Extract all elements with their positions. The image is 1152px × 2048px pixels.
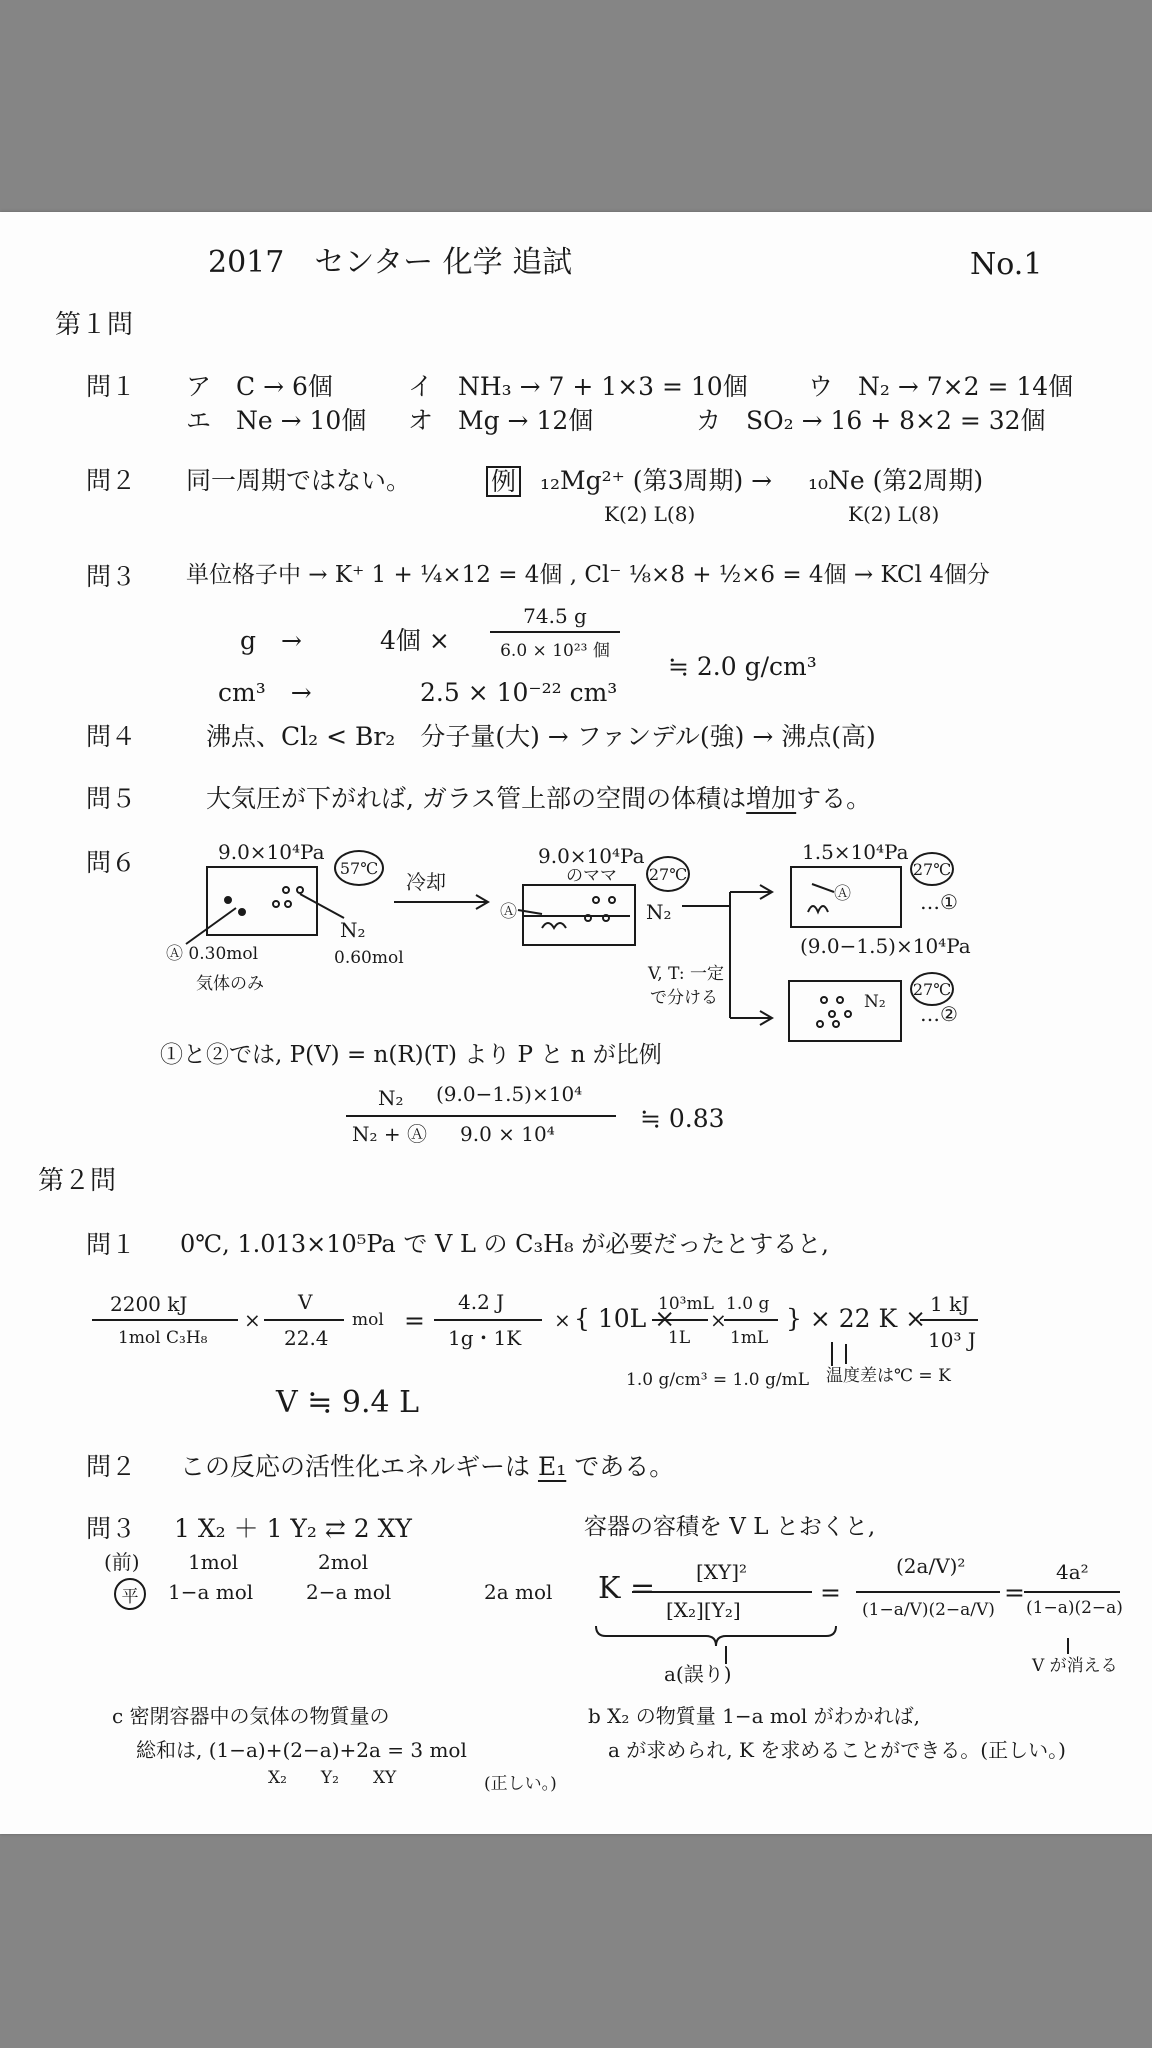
q2-p1-f3-top: 4.2 J <box>458 1290 505 1314</box>
q1-p5-text-a: 大気圧が下がれば, ガラス管上部の空間の体積は <box>206 784 747 813</box>
q1-p6-box4-pressure: (9.0−1.5)×10⁴Pa <box>800 934 971 958</box>
q1-p6-box1-n2-mol: 0.60mol <box>334 948 404 968</box>
q2-p3-k-f3-top: 4a² <box>1056 1560 1089 1584</box>
page-title: 2017 センター 化学 追試 <box>208 245 573 280</box>
q1-p5-text-b: する。 <box>796 784 872 813</box>
q2-p1-f3-bot: 1g・1K <box>448 1326 522 1350</box>
q2-p1-label: 問１ <box>86 1230 137 1259</box>
q1-p3-frac-bot: 6.0 × 10²³ 個 <box>500 641 610 661</box>
q1-p2-shell-mg: K(2) L(8) <box>604 502 696 526</box>
q2-p1-f2-unit: mol <box>352 1310 384 1330</box>
q1-p6-box4-n2: N₂ <box>864 992 886 1012</box>
q1-p3-label: 問３ <box>86 562 137 591</box>
q1-p3-num-left: g → <box>240 626 302 655</box>
q1-p2-shell-ne: K(2) L(8) <box>848 502 940 526</box>
q1-p6-box2-a: Ⓐ <box>500 902 517 922</box>
q1-p1-line2-c: カ SO₂ → 16 + 8×2 = 32個 <box>696 406 1046 435</box>
q1-p3-den-left: cm³ → <box>218 678 312 707</box>
q1-p6-box4-temp: 27℃ <box>910 972 954 1006</box>
q2-p1-f6-top: 1 kJ <box>930 1292 970 1316</box>
q2-p1-f5-bot: 1mL <box>730 1328 769 1348</box>
q1-p4-text: 沸点、Cl₂ < Br₂ 分子量(大) → ファンデル(強) → 沸点(高) <box>206 722 876 751</box>
q2-p3-row-pre-label: (前) <box>104 1550 140 1574</box>
q1-p6-result: ≒ 0.83 <box>640 1104 725 1133</box>
q1-p5-text-underlined: 増加 <box>746 784 797 813</box>
q2-p3-k-f2-bot: (1−a/V)(2−a/V) <box>862 1600 995 1620</box>
q1-p3-result: ≒ 2.0 g/cm³ <box>668 652 817 681</box>
q1-p1-line1-b: イ NH₃ → 7 + 1×3 = 10個 <box>408 372 748 401</box>
q1-p6-frac-bot-right: 9.0 × 10⁴ <box>460 1122 555 1146</box>
q2-p1-f6-bot: 10³ J <box>928 1328 976 1352</box>
q2-p3-row-pre-y: 2mol <box>318 1550 369 1574</box>
q1-p6-label: 問６ <box>86 848 137 877</box>
q1-p2-label: 問２ <box>86 466 137 495</box>
q1-p6-cooling-label: 冷却 <box>406 870 446 894</box>
q1-p6-box1-temp: 57℃ <box>334 850 384 886</box>
q1-p3-frac-top: 74.5 g <box>523 604 587 628</box>
q2-p3-k-f1-bot: [X₂][Y₂] <box>666 1598 741 1622</box>
q1-p6-frac-bot-left: N₂ + Ⓐ <box>352 1122 427 1146</box>
q2-p1-brace-open: { 10L × <box>574 1304 676 1333</box>
q1-p6-box2-pressure-note: のママ <box>566 866 617 886</box>
q1-p4-label: 問４ <box>86 722 137 751</box>
q2-p1-brace-close: } × 22 K × <box>786 1304 927 1333</box>
q2-p3-a-note: a(誤り) <box>664 1662 732 1686</box>
q1-p6-box4-tag: …② <box>920 1002 958 1026</box>
q2-p1-times-1: × <box>244 1308 261 1332</box>
q2-p3-b-line2: a が求められ, K を求めることができる。(正しい。) <box>608 1738 1066 1762</box>
q2-p1-f2-top: V <box>298 1290 313 1314</box>
page-number: No.1 <box>970 247 1043 282</box>
q2-p1-f1-top: 2200 kJ <box>110 1292 188 1316</box>
q2-p1-text: 0℃, 1.013×10⁵Pa で V L の C₃H₈ が必要だったとすると, <box>180 1230 829 1258</box>
q2-p3-k-f2-top: (2a/V)² <box>896 1554 966 1578</box>
q1-p2-mg: ₁₂Mg²⁺ (第3周期) → <box>540 466 773 495</box>
q2-p3-c-note: (正しい。) <box>484 1774 557 1794</box>
q2-p1-f5-top: 1.0 g <box>726 1294 770 1314</box>
q1-p6-box1-a-mol: Ⓐ 0.30mol <box>166 944 259 964</box>
q2-p3-c-sub: X₂ Y₂ XY <box>268 1768 397 1788</box>
q2-p3-k-f3-bot: (1−a)(2−a) <box>1026 1598 1123 1618</box>
q1-p6-ratio-text: ①と②では, P(V) = n(R)(T) より P と n が比例 <box>160 1042 662 1068</box>
q1-p6-box1-a-note: 気体のみ <box>196 974 264 994</box>
q1-p6-split-note-2: で分ける <box>650 988 718 1008</box>
q1-p1-line1-c: ウ N₂ → 7×2 = 14個 <box>808 372 1074 401</box>
q2-p3-k-lhs: K = <box>598 1571 656 1606</box>
q1-p1-line1-a: ア C → 6個 <box>186 372 333 401</box>
q1-p6-box2-pressure: 9.0×10⁴Pa <box>538 844 645 868</box>
q2-p3-v-note: V が消える <box>1032 1656 1118 1676</box>
q2-p3-volume-text: 容器の容積を V L とおくと, <box>584 1514 876 1540</box>
q1-p6-box3-a: Ⓐ <box>834 884 851 904</box>
q1-p6-box3-tag: …① <box>920 890 958 914</box>
q1-p5-label: 問５ <box>86 784 137 813</box>
q1-heading: 第１問 <box>55 310 134 340</box>
q2-p3-k-eq-1: = <box>820 1578 841 1607</box>
q1-p2-text: 同一周期ではない。 <box>186 466 412 495</box>
q1-p1-line2-a: エ Ne → 10個 <box>186 406 367 435</box>
q2-p1-f4-top: 10³mL <box>658 1294 714 1314</box>
q2-p3-row-eq-xy: 2a mol <box>484 1580 553 1604</box>
q2-p3-b-line1: b X₂ の物質量 1−a mol がわかれば, <box>588 1704 921 1728</box>
q2-p1-f4-bot: 1L <box>668 1328 691 1348</box>
q1-p2-ne: ₁₀Ne (第2周期) <box>808 466 984 495</box>
q2-p1-f1-bot: 1mol C₃H₈ <box>118 1328 208 1348</box>
q1-p1-label: 問１ <box>86 372 137 401</box>
q2-p2-text-b: である。 <box>574 1452 675 1481</box>
q2-p3-label: 問３ <box>86 1514 137 1543</box>
q2-p3-row-eq-y: 2−a mol <box>306 1580 392 1604</box>
q2-p1-temp-note: 温度差は℃ = K <box>826 1366 951 1386</box>
q1-p6-frac-top-right: (9.0−1.5)×10⁴ <box>436 1082 583 1106</box>
q2-p3-c-line1: c 密閉容器中の気体の物質量の <box>112 1704 390 1728</box>
q1-p3-num-mid: 4個 × <box>380 626 450 655</box>
q2-p3-c-line2: 総和は, (1−a)+(2−a)+2a = 3 mol <box>136 1738 467 1762</box>
q2-p1-density-note: 1.0 g/cm³ = 1.0 g/mL <box>626 1370 810 1390</box>
q2-p3-row-eq-x: 1−a mol <box>168 1580 254 1604</box>
q2-p1-times-3: × <box>710 1308 727 1332</box>
q1-p6-split-note-1: V, T: 一定 <box>648 964 724 984</box>
q1-p3-den-mid: 2.5 × 10⁻²² cm³ <box>420 678 618 707</box>
q2-p3-row-pre-x: 1mol <box>188 1550 239 1574</box>
q1-p6-box2-temp: 27℃ <box>646 856 690 892</box>
q1-p1-line2-b: オ Mg → 12個 <box>408 406 594 435</box>
q2-p1-equals: = <box>404 1306 425 1335</box>
q2-heading: 第２問 <box>38 1166 117 1196</box>
q1-p6-box1-pressure: 9.0×10⁴Pa <box>218 840 325 864</box>
q2-p1-times-2: × <box>554 1308 571 1332</box>
q1-p3-line: 単位格子中 → K⁺ 1 + ¼×12 = 4個 , Cl⁻ ⅛×8 + ½×6 = 4個 → KCl 4個分 <box>186 562 990 588</box>
q2-p2-text-underlined: E₁ <box>537 1452 567 1481</box>
q1-p6-box2-n2: N₂ <box>646 900 672 924</box>
q1-p6-frac-top-left: N₂ <box>378 1086 404 1110</box>
q1-p6-box3-pressure: 1.5×10⁴Pa <box>802 840 909 864</box>
q2-p2-text <box>180 1454 674 1479</box>
q2-p3-equation: 1 X₂ ＋ 1 Y₂ ⇄ 2 XY <box>174 1514 412 1543</box>
q1-p6-box1-n2: N₂ <box>340 918 366 942</box>
q2-p3-k-eq-2: = <box>1004 1578 1025 1607</box>
q2-p3-row-eq-label: 平 <box>114 1578 146 1610</box>
q1-p6-box3-temp: 27℃ <box>910 852 954 886</box>
q2-p1-result: V ≒ 9.4 L <box>276 1385 420 1420</box>
q2-p2-text-a: この反応の活性化エネルギーは <box>180 1452 531 1481</box>
q2-p2-label: 問２ <box>86 1452 137 1481</box>
q2-p3-k-f1-top: [XY]² <box>696 1560 748 1584</box>
q2-p1-f2-bot: 22.4 <box>284 1326 329 1350</box>
q1-p2-example-tag: 例 <box>486 466 521 497</box>
